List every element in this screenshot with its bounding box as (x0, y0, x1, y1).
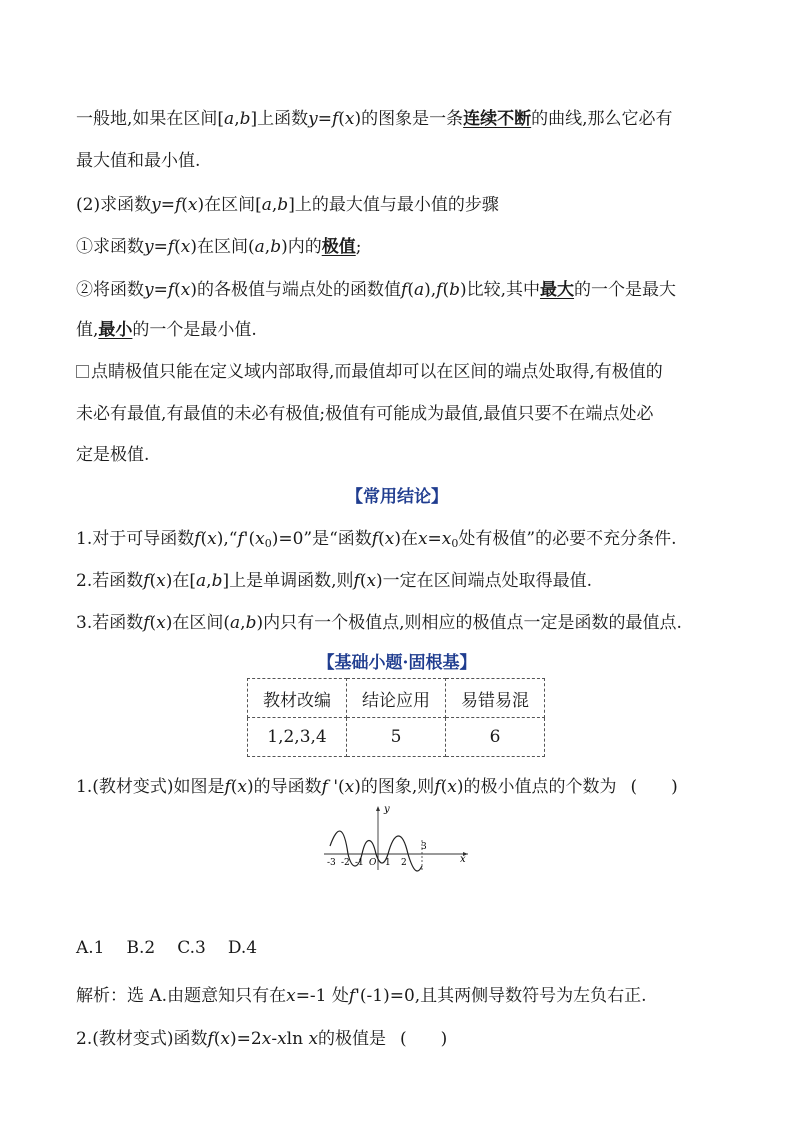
keyword-min: 最小 (98, 320, 133, 340)
step-two: ②将函数y=f(x)的各极值与端点处的函数值f(a),f(b)比较,其中最大的一个是最大 (76, 280, 677, 300)
table-header-cell: 易错易混 (446, 679, 545, 718)
y-axis-label: y (384, 804, 390, 815)
question-1: 1.(教材变式)如图是f(x)的导函数f '(x)的图象,则f(x)的极小值点的个数为 ( ) (76, 777, 678, 797)
heading-common-conclusions: 【常用结论】 (346, 487, 448, 507)
conclusion-2: 2.若函数f(x)在[a,b]上是单调函数,则f(x)一定在区间端点处取得最值. (76, 571, 593, 591)
derivative-graph (322, 804, 472, 874)
step-one: ①求函数y=f(x)在区间(a,b)内的极值; (76, 237, 362, 257)
y-axis-arrow (376, 806, 380, 811)
option-a: A.1 (76, 938, 105, 958)
tick-label: -2 (341, 858, 350, 868)
paragraph-continuous-curve: 一般地,如果在区间[a,b]上函数y=f(x)的图象是一条连续不断的曲线,那么它必有 (76, 109, 673, 129)
option-d: D.4 (227, 938, 258, 958)
table-cell: 5 (347, 718, 446, 757)
table-row (248, 679, 545, 718)
tick-label: -3 (327, 858, 336, 868)
note-line3: 定是极值. (76, 445, 150, 465)
table-header-cell: 结论应用 (347, 679, 446, 718)
table-header-cell: 教材改编 (248, 679, 347, 718)
tick-label: 2 (401, 858, 407, 868)
option-c: C.3 (177, 938, 206, 958)
note-line2: 未必有最值,有最值的未必有极值;极值有可能成为最值,最值只要不在端点处必 (76, 404, 654, 424)
conclusion-3: 3.若函数f(x)在区间(a,b)内只有一个极值点,则相应的极值点一定是函数的最值点. (76, 613, 682, 633)
paragraph-continuous-curve-line2: 最大值和最小值. (76, 151, 201, 171)
table-cell: 1,2,3,4 (248, 718, 347, 757)
question-2: 2.(教材变式)函数f(x)=2x-xln x的极值是 ( ) (76, 1029, 448, 1049)
origin-label: O (369, 858, 377, 868)
step-two-line2: 值,最小的一个是最小值. (76, 320, 257, 340)
heading-basic-problems: 【基础小题·固根基】 (317, 653, 477, 673)
pencil-note-icon (76, 365, 89, 378)
steps-heading: (2)求函数y=f(x)在区间[a,b]上的最大值与最小值的步骤 (76, 195, 499, 215)
table-row (248, 718, 545, 757)
x-axis-label: x (460, 854, 466, 865)
keyword-extremum: 极值 (321, 237, 356, 257)
tick-label: 1 (385, 858, 391, 868)
tick-label-three: 3 (421, 842, 427, 852)
answer-options (76, 938, 257, 958)
table-cell: 6 (446, 718, 545, 757)
option-b: B.2 (126, 938, 156, 958)
note-line1: 点睛极值只能在定义域内部取得,而最值却可以在区间的端点处取得,有极值的 (76, 357, 663, 382)
category-table (247, 678, 545, 757)
conclusion-1: 1.对于可导函数$f(x),“f'(x_0)=0$”是“函数f(x)在$x=x_0$处有极值”的必要不充分条件. (76, 529, 677, 550)
tick-label: -1 (355, 858, 364, 868)
keyword-max: 最大 (540, 280, 575, 300)
keyword-continuous: 连续不断 (463, 109, 532, 129)
solution-text: 解析：选 A.由题意知只有在x=-1 处f'(-1)=0,且其两侧导数符号为左负右正. (76, 986, 647, 1006)
